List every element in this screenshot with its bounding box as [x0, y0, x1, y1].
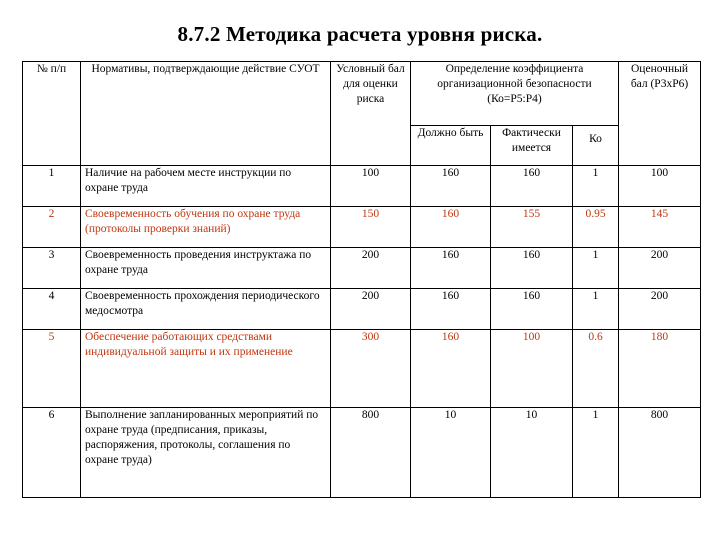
- risk-table: [22, 61, 701, 498]
- row-cond: 200: [331, 289, 411, 330]
- row-should: 160: [411, 166, 491, 207]
- header-norms: Нормативы, подтверждающие действие СУОТ: [81, 62, 331, 166]
- row-norm: Своевременность прохождения периодического медосмотра: [81, 289, 331, 330]
- row-norm: Своевременность обучения по охране труда (протоколы проверки знаний): [81, 207, 331, 248]
- header-score: Оценочный бал (Р3хР6): [619, 62, 701, 166]
- header-num: № п/п: [23, 62, 81, 166]
- row-score: 200: [619, 289, 701, 330]
- header-should: Должно быть: [411, 126, 491, 166]
- page-title: 8.7.2 Методика расчета уровня риска.: [177, 22, 543, 46]
- row-cond: 300: [331, 330, 411, 408]
- row-ko: 1: [573, 289, 619, 330]
- row-num: 4: [23, 289, 81, 330]
- row-actual: 100: [491, 330, 573, 408]
- row-cond: 150: [331, 207, 411, 248]
- row-ko: 0.6: [573, 330, 619, 408]
- row-ko: 1: [573, 408, 619, 498]
- header-ko: Ко: [573, 126, 619, 166]
- row-cond: 800: [331, 408, 411, 498]
- row-num: 3: [23, 248, 81, 289]
- row-should: 160: [411, 330, 491, 408]
- row-should: 160: [411, 289, 491, 330]
- row-norm: Выполнение запланированных мероприятий по охране труда (предписания, приказы, распоряжения, протоколы, соглашения по охране труда): [81, 408, 331, 498]
- row-should: 160: [411, 248, 491, 289]
- row-norm: Обеспечение работающих средствами индивидуальной защиты и их применение: [81, 330, 331, 408]
- row-actual: 160: [491, 248, 573, 289]
- row-ko: 1: [573, 166, 619, 207]
- row-cond: 100: [331, 166, 411, 207]
- row-num: 2: [23, 207, 81, 248]
- row-norm: Наличие на рабочем месте инструкции по охране труда: [81, 166, 331, 207]
- row-score: 800: [619, 408, 701, 498]
- row-score: 100: [619, 166, 701, 207]
- table-row: [23, 330, 701, 408]
- row-score: 180: [619, 330, 701, 408]
- row-should: 10: [411, 408, 491, 498]
- row-num: 6: [23, 408, 81, 498]
- row-ko: 1: [573, 248, 619, 289]
- table-row: [23, 248, 701, 289]
- table-row: [23, 166, 701, 207]
- row-num: 1: [23, 166, 81, 207]
- row-num: 5: [23, 330, 81, 408]
- row-norm: Своевременность проведения инструктажа по охране труда: [81, 248, 331, 289]
- row-score: 200: [619, 248, 701, 289]
- table-row: [23, 408, 701, 498]
- header-coefficient: Определение коэффициента организационной безопасности (Ко=Р5:Р4): [411, 62, 619, 126]
- row-score: 145: [619, 207, 701, 248]
- table-header-row: [23, 62, 701, 126]
- row-should: 160: [411, 207, 491, 248]
- row-cond: 200: [331, 248, 411, 289]
- row-actual: 160: [491, 166, 573, 207]
- table-row: [23, 207, 701, 248]
- row-ko: 0.95: [573, 207, 619, 248]
- row-actual: 10: [491, 408, 573, 498]
- header-conditional: Условный бал для оценки риска: [331, 62, 411, 166]
- header-actual: Фактически имеется: [491, 126, 573, 166]
- row-actual: 160: [491, 289, 573, 330]
- table-row: [23, 289, 701, 330]
- row-actual: 155: [491, 207, 573, 248]
